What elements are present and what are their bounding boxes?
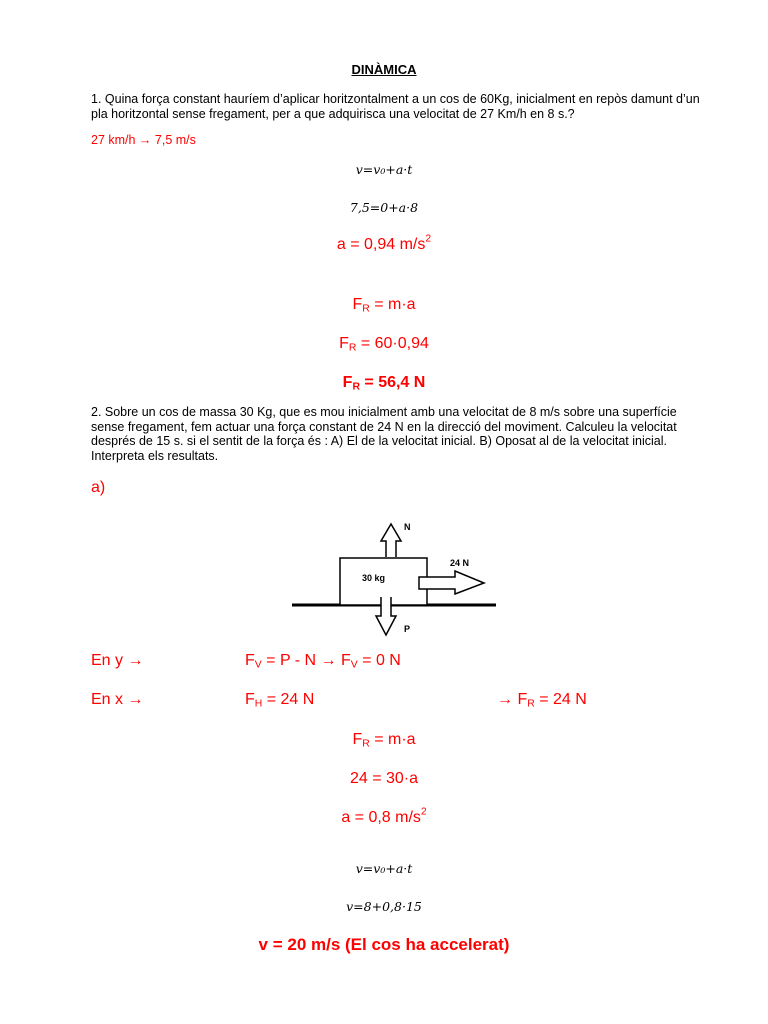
newton-law: $F_R = m\cdot a$ xyxy=(352,731,416,750)
unit-conversion: 27 km/h → 7,5 m/s xyxy=(91,133,196,147)
horizontal-force-equation: $F_H = 24$ N xyxy=(245,691,315,710)
normal-label: N xyxy=(404,522,411,532)
axis-y-label: En y → xyxy=(91,652,144,669)
force-substitution-2: 24 = 30·a xyxy=(349,770,419,787)
vertical-force-equation: $F_V = P - N \to F_V = 0$ N xyxy=(245,652,401,671)
applied-force-arrow xyxy=(419,571,484,594)
velocity-formula-2: v=v₀+a·t xyxy=(355,861,413,876)
acceleration-result-2: a = 0,8 $m/s^2$ xyxy=(341,806,427,826)
weight-label: P xyxy=(404,624,411,634)
force-result: $F_R = 56,4$ N xyxy=(342,374,426,393)
mass-label: 30 kg xyxy=(362,573,386,583)
velocity-substitution: 7,5=0+a·8 xyxy=(349,200,419,215)
final-velocity-result: v = 20 m/s (El cos ha accelerat) xyxy=(258,935,510,954)
normal-force-arrow xyxy=(381,524,401,557)
axis-x-label: En x → xyxy=(91,691,144,708)
force-substitution: $F_R = 60\cdot 0,94$ xyxy=(339,335,429,354)
free-body-diagram xyxy=(290,515,500,640)
velocity-substitution-2: v=8+0,8·15 xyxy=(346,899,422,914)
velocity-formula: v=v₀+a·t xyxy=(355,162,413,177)
page-title: DINÀMICA xyxy=(351,62,417,77)
resultant-force-note: → $F_R = 24$ N xyxy=(497,691,587,710)
part-a-label: a) xyxy=(91,479,106,496)
problem-1-statement: 1. Quina força constant hauríem d’aplicar horitzontalment a un cos de 60Kg, inicialment en repòs damunt d’un pla horitzontal sense fregament, per a que adquirisca una velocitat de 27 Km/h en 8 s.? xyxy=(91,92,700,121)
force-label: 24 N xyxy=(450,558,470,568)
force-formula: $F_R = m\cdot a$ xyxy=(352,296,416,315)
acceleration-result: a = 0,94 $m/s^2$ xyxy=(336,233,432,253)
problem-2-statement: 2. Sobre un cos de massa 30 Kg, que es mou inicialment amb una velocitat de 8 m/s sobre una superfície sense fregament, fem actuar una força constant de 24 N en la direcció del moviment. Calculeu la velocitat després de 15 s. si el sentit de la força és : A) El de la velocitat inicial. B) Oposat al de la velocitat inicial. Interpreta els resultats. xyxy=(91,405,677,463)
